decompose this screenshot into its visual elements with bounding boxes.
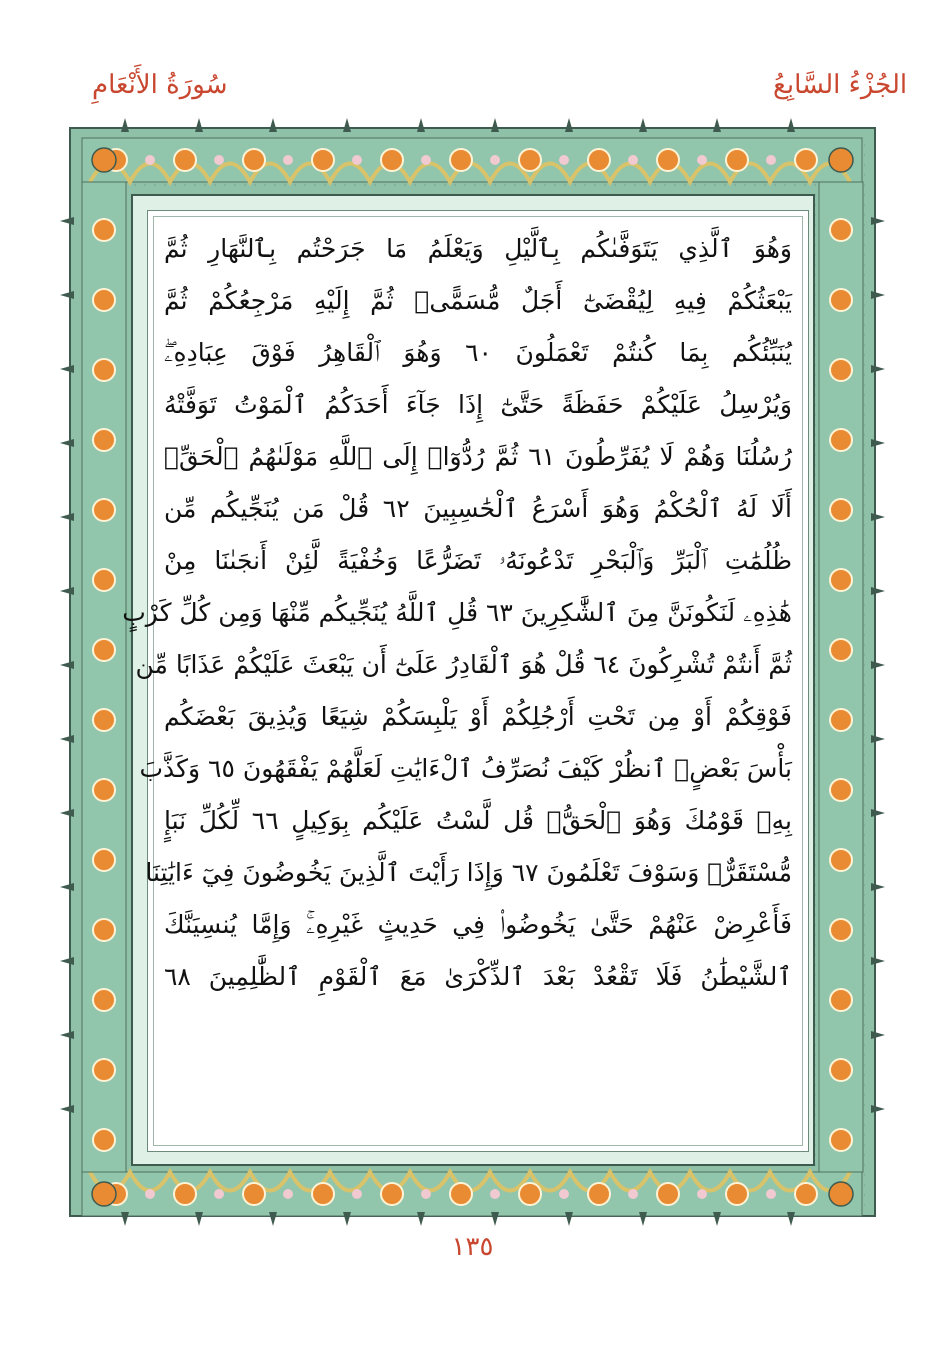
verse-text-panel xyxy=(122,210,809,1152)
text-line: يُنَبِّئُكُم بِمَا كُنتُمْ تَعْمَلُونَ ٦٠ وَهُوَ ٱلْقَاهِرُ فَوْقَ عِبَادِهِۦۖ xyxy=(164,338,792,367)
left-ornament-band xyxy=(82,182,126,1172)
right-ornament-band xyxy=(819,182,863,1172)
text-line: وَهُوَ ٱلَّذِي يَتَوَفَّىٰكُم بِٱلَّيْلِ وَيَعْلَمُ مَا جَرَحْتُم بِٱلنَّهَارِ ثُمَّ xyxy=(164,234,792,263)
surah-name: سُورَةُ الأَنْعَامِ xyxy=(92,70,228,100)
text-line: بِهِۦ قَوْمُكَ وَهُوَ ٱلْحَقُّۚ قُل لَّسْتُ عَلَيْكُم بِوَكِيلٍ ٦٦ لِّكُلِّ نَبَإٍ xyxy=(164,806,792,835)
text-line: يَبْعَثُكُمْ فِيهِ لِيُقْضَىٰٓ أَجَلٌ مُّسَمًّىۖ ثُمَّ إِلَيْهِ مَرْجِعُكُمْ ثُمَّ xyxy=(164,286,792,315)
juz-name: الجُزْءُ السَّابِعُ xyxy=(773,70,908,100)
page-number: ١٣٥ xyxy=(451,1232,494,1262)
text-line: ظُلُمَٰتِ ٱلْبَرِّ وَٱلْبَحْرِ تَدْعُونَهُۥ تَضَرُّعًا وَخُفْيَةً لَّئِنْ أَنجَىٰنَا مِنْ xyxy=(164,546,792,575)
verse-lines xyxy=(122,223,792,1139)
text-line: ٱلشَّيْطَٰنُ فَلَا تَقْعُدْ بَعْدَ ٱلذِّكْرَىٰ مَعَ ٱلْقَوْمِ ٱلظَّٰلِمِينَ ٦٨ xyxy=(164,962,792,991)
text-line: فَوْقِكُمْ أَوْ مِن تَحْتِ أَرْجُلِكُمْ أَوْ يَلْبِسَكُمْ شِيَعًا وَيُذِيقَ بَعْضَكُم xyxy=(164,702,792,731)
text-line: وَيُرْسِلُ عَلَيْكُمْ حَفَظَةً حَتَّىٰٓ إِذَا جَآءَ أَحَدَكُمُ ٱلْمَوْتُ تَوَفَّتْهُ xyxy=(164,390,792,419)
text-line: مُّسْتَقَرٌّۚ وَسَوْفَ تَعْلَمُونَ ٦٧ وَإِذَا رَأَيْتَ ٱلَّذِينَ يَخُوضُونَ فِيٓ ءَايَٰتِنَا xyxy=(145,858,792,887)
text-line: بَأْسَ بَعْضٍۗ ٱنظُرْ كَيْفَ نُصَرِّفُ ٱلْءَايَٰتِ لَعَلَّهُمْ يَفْقَهُونَ ٦٥ وَكَذَّبَ xyxy=(139,754,792,783)
text-line: رُسُلُنَا وَهُمْ لَا يُفَرِّطُونَ ٦١ ثُمَّ رُدُّوٓا۟ إِلَى ٱللَّهِ مَوْلَىٰهُمُ ٱلْحَقِّۚ xyxy=(164,442,792,471)
text-line: أَلَا لَهُ ٱلْحُكْمُ وَهُوَ أَسْرَعُ ٱلْحَٰسِبِينَ ٦٢ قُلْ مَن يُنَجِّيكُم مِّن xyxy=(164,494,792,523)
text-line: هَٰذِهِۦ لَنَكُونَنَّ مِنَ ٱلشَّٰكِرِينَ ٦٣ قُلِ ٱللَّهُ يُنَجِّيكُم مِّنْهَا وَمِن كُلِّ كَرْبٍ xyxy=(122,598,792,627)
text-line: ثُمَّ أَنتُمْ تُشْرِكُونَ ٦٤ قُلْ هُوَ ٱلْقَادِرُ عَلَىٰٓ أَن يَبْعَثَ عَلَيْكُمْ عَذَابًا مِّن xyxy=(135,650,792,679)
text-line: فَأَعْرِضْ عَنْهُمْ حَتَّىٰ يَخُوضُوا۟ فِي حَدِيثٍ غَيْرِهِۦۚ وَإِمَّا يُنسِيَنَّكَ xyxy=(164,910,792,939)
